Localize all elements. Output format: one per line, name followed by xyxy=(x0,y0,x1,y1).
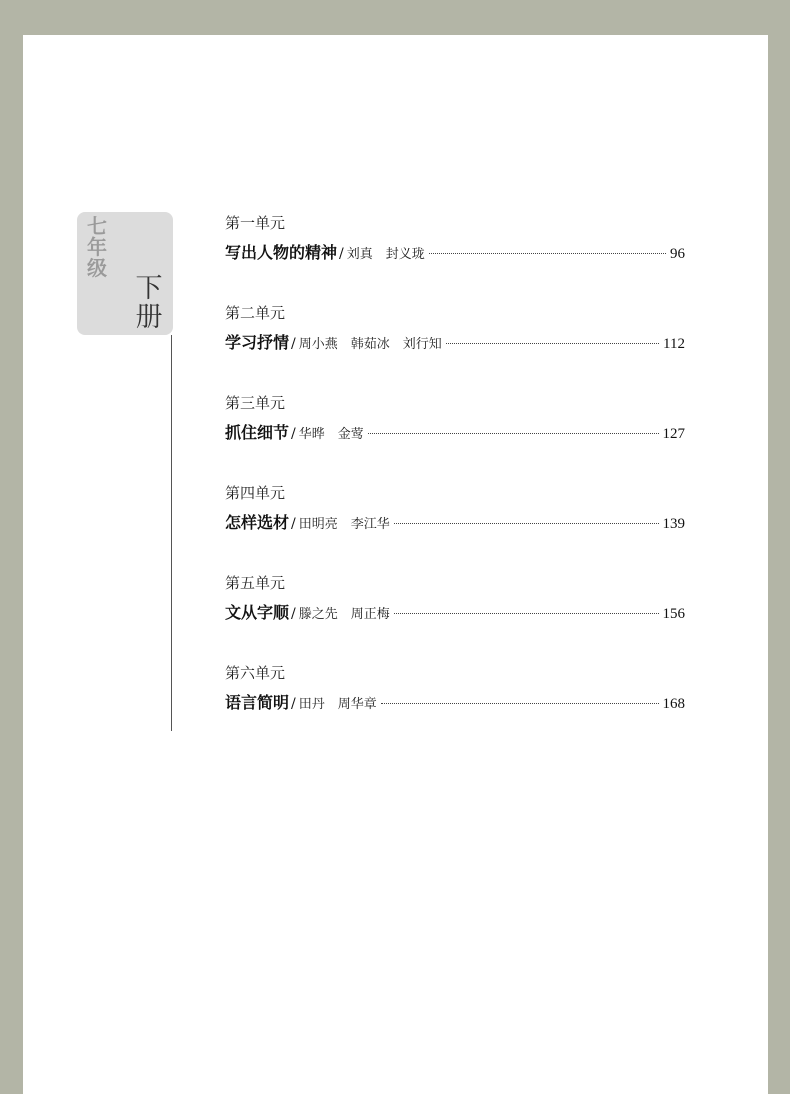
entry-title: 抓住细节 xyxy=(225,423,290,442)
entry-page-number: 112 xyxy=(663,336,685,352)
entry-authors: 华晔 金莺 xyxy=(298,427,364,442)
entry-title: 怎样选材 xyxy=(225,513,290,532)
dot-leader xyxy=(394,523,659,524)
entry-page-number: 139 xyxy=(662,516,685,532)
volume-label: 下册 xyxy=(135,273,163,333)
unit-label: 第五单元 xyxy=(225,574,286,592)
entry-separator: / xyxy=(339,246,344,262)
entry-separator: / xyxy=(291,606,296,622)
entry-separator: / xyxy=(291,426,296,442)
entry-separator: / xyxy=(291,336,296,352)
dot-leader xyxy=(429,253,666,254)
sidebar-divider xyxy=(171,335,172,731)
unit-label: 第三单元 xyxy=(225,394,286,412)
grade-tab xyxy=(77,212,173,335)
dot-leader xyxy=(446,343,659,344)
entry-separator: / xyxy=(291,516,296,532)
grade-label: 七年级 xyxy=(87,214,107,280)
dot-leader xyxy=(394,613,659,614)
toc-entry[interactable] xyxy=(225,242,685,264)
toc-unit xyxy=(225,302,685,392)
toc-unit xyxy=(225,392,685,482)
table-of-contents xyxy=(225,212,685,752)
entry-separator: / xyxy=(291,696,296,712)
toc-entry[interactable] xyxy=(225,692,685,714)
unit-label: 第一单元 xyxy=(225,214,286,232)
toc-unit xyxy=(225,662,685,752)
entry-authors: 刘真 封义珑 xyxy=(346,247,425,262)
entry-title: 学习抒情 xyxy=(225,333,290,352)
entry-page-number: 96 xyxy=(670,246,685,262)
entry-authors: 田明亮 李江华 xyxy=(298,517,390,532)
unit-label: 第二单元 xyxy=(225,304,286,322)
entry-authors: 田丹 周华章 xyxy=(298,697,377,712)
unit-label: 第六单元 xyxy=(225,664,286,682)
toc-entry[interactable] xyxy=(225,602,685,624)
entry-page-number: 168 xyxy=(662,696,685,712)
dot-leader xyxy=(381,703,659,704)
toc-entry[interactable] xyxy=(225,332,685,354)
unit-label: 第四单元 xyxy=(225,484,286,502)
entry-page-number: 156 xyxy=(662,606,685,622)
entry-title: 写出人物的精神 xyxy=(225,243,338,262)
entry-title: 文从字顺 xyxy=(225,603,290,622)
entry-authors: 滕之先 周正梅 xyxy=(298,607,390,622)
toc-entry[interactable] xyxy=(225,512,685,534)
entry-page-number: 127 xyxy=(662,426,685,442)
toc-unit xyxy=(225,572,685,662)
toc-unit xyxy=(225,212,685,302)
entry-authors: 周小燕 韩茹冰 刘行知 xyxy=(298,337,442,352)
dot-leader xyxy=(368,433,659,434)
entry-title: 语言简明 xyxy=(225,693,290,712)
toc-entry[interactable] xyxy=(225,422,685,444)
toc-unit xyxy=(225,482,685,572)
page xyxy=(23,35,768,1094)
